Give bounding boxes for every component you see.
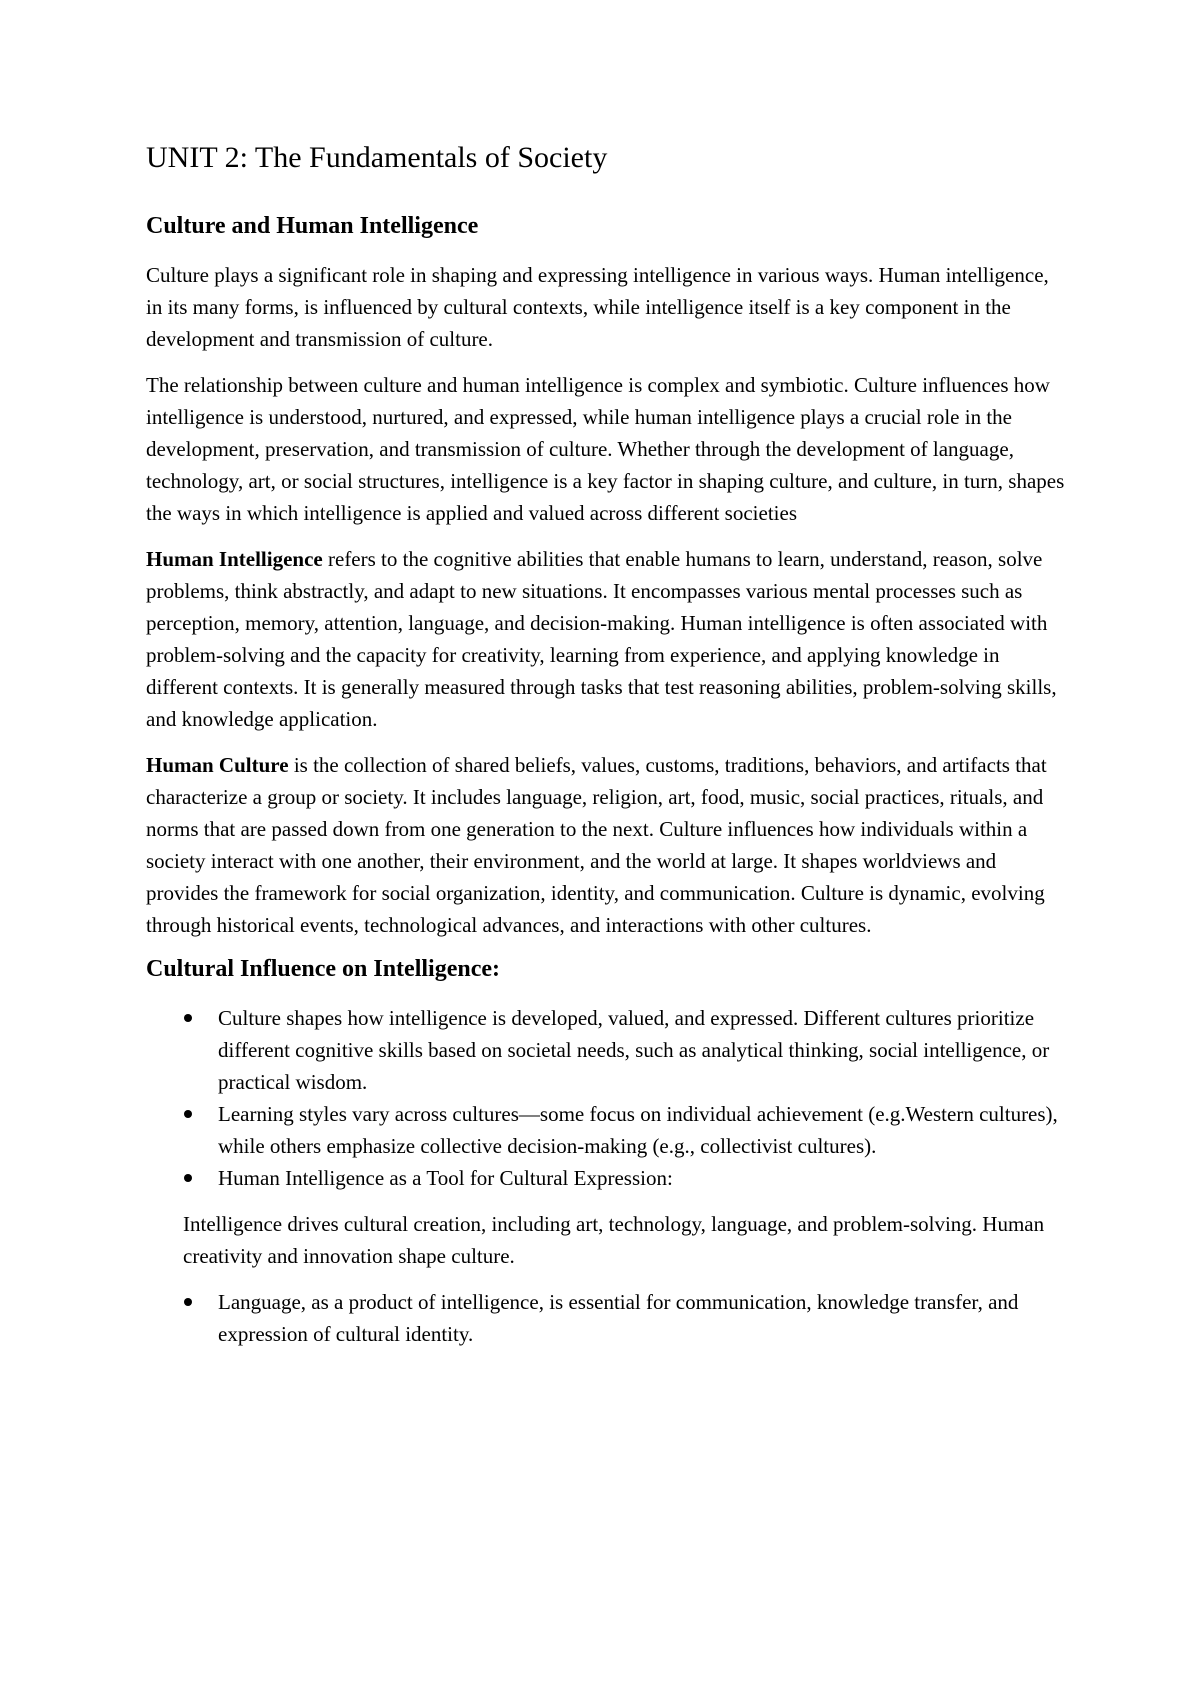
definition-human-culture: is the collection of shared beliefs, values, customs, traditions, behaviors, and artifacts that characterize a group or society. It includes language, religion, art, food, music, social practices, rituals, and norms that are passed down from one generation to the next. Culture influences how individuals within a society interact with one another, their environment, and the world at large. It shapes worldviews and provides the framework for social organization, identity, and communication. Culture is dynamic, evolving through historical events, technological advances, and interactions with other cultures.	[146, 752, 1047, 937]
bullet-icon	[184, 1110, 192, 1118]
list-item	[146, 1286, 1066, 1350]
list-item	[146, 1098, 1066, 1162]
list-item-text: Human Intelligence as a Tool for Cultural Expression:	[218, 1165, 673, 1190]
paragraph-intelligence-drives: Intelligence drives cultural creation, including art, technology, language, and problem-solving. Human creativity and innovation shape culture.	[183, 1211, 1045, 1268]
document-title: UNIT 2: The Fundamentals of Society	[146, 141, 608, 174]
bullet-list-2	[146, 1286, 1066, 1350]
paragraph-human-culture	[146, 749, 1066, 941]
list-item-text: Learning styles vary across cultures—some focus on individual achievement (e.g.Western cultures), while others emphasize collective decision-making (e.g., collectivist cultures).	[218, 1101, 1058, 1158]
list-item-text: Language, as a product of intelligence, is essential for communication, knowledge transfer, and expression of cultural identity.	[218, 1289, 1019, 1346]
list-item	[146, 1002, 1066, 1098]
bullet-list	[146, 1002, 1066, 1194]
section-heading-cultural-influence: Cultural Influence on Intelligence:	[146, 955, 500, 982]
bullet-icon	[184, 1174, 192, 1182]
document-page	[146, 140, 1066, 1364]
bullet-icon	[184, 1298, 192, 1306]
definition-human-intelligence: refers to the cognitive abilities that enable humans to learn, understand, reason, solve problems, think abstractly, and adapt to new situations. It encompasses various mental processes such as perception, memory, attention, language, and decision-making. Human intelligence is often associated with problem-solving and the capacity for creativity, learning from experience, and applying knowledge in different contexts. It is generally measured through tasks that test reasoning abilities, problem-solving skills, and knowledge application.	[146, 546, 1057, 731]
term-human-culture: Human Culture	[146, 752, 289, 777]
term-human-intelligence: Human Intelligence	[146, 546, 323, 571]
paragraph-relationship: The relationship between culture and human intelligence is complex and symbiotic. Culture influences how intelligence is understood, nurtured, and expressed, while human intelligence plays a crucial role in the development, preservation, and transmission of culture. Whether through the development of language, technology, art, or social structures, intelligence is a key factor in shaping culture, and culture, in turn, shapes the ways in which intelligence is applied and valued across different societies	[146, 372, 1065, 525]
bullet-icon	[184, 1014, 192, 1022]
section-heading-culture-intelligence: Culture and Human Intelligence	[146, 213, 479, 239]
list-item-text: Culture shapes how intelligence is developed, valued, and expressed. Different cultures prioritize different cognitive skills based on societal needs, such as analytical thinking, social intelligence, or practical wisdom.	[218, 1005, 1050, 1094]
paragraph-intro: Culture plays a significant role in shaping and expressing intelligence in various ways. Human intelligence, in its many forms, is influenced by cultural contexts, while intelligence itself is a key component in the development and transmission of culture.	[146, 262, 1049, 351]
list-item	[146, 1162, 1066, 1194]
paragraph-human-intelligence	[146, 543, 1066, 735]
